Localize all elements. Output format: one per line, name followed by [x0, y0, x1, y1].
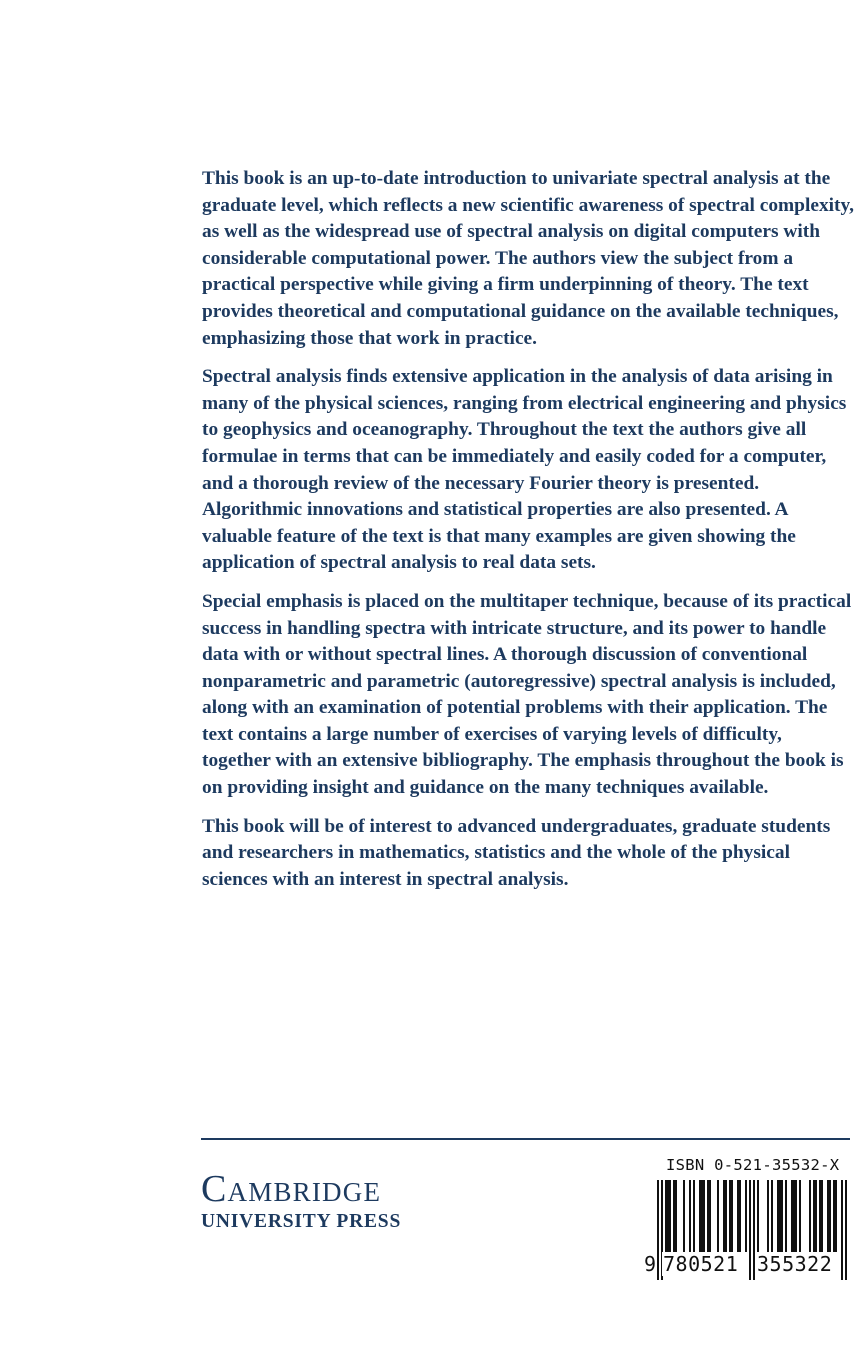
barcode-bar — [757, 1180, 759, 1252]
barcode-bar — [815, 1180, 817, 1252]
barcode-bar — [799, 1180, 801, 1252]
barcode-bar — [717, 1180, 719, 1252]
barcode-bar — [675, 1180, 677, 1252]
divider-rule — [201, 1138, 850, 1140]
back-cover-blurb — [202, 166, 854, 905]
barcode-bar — [813, 1180, 815, 1252]
blurb-paragraph-3: Special emphasis is placed on the multitaper technique, because of its practical success in handling spectra with intricate structure, and its power to handle data with or without spectral lines. A thorough discussion of conventional nonparametric and parametric (autoregressive) spectral analysis is included, along with an examination of potential problems with their application. The text contains a large number of exercises of varying levels of difficulty, together with an extensive bibliography. The emphasis throughout the book is on providing insight and guidance on the many techniques available. — [202, 590, 852, 799]
barcode-bar — [737, 1180, 739, 1252]
blurb-paragraph-4: This book will be of interest to advanced undergraduates, graduate students and researchers in mathematics, statistics and the whole of the physical sciences with an interest in spectral analysis. — [202, 815, 831, 890]
barcode-bar — [709, 1180, 711, 1252]
barcode-bar — [707, 1180, 709, 1252]
barcode-bar — [689, 1180, 691, 1252]
barcode-bar — [723, 1180, 725, 1252]
barcode-bar — [835, 1180, 837, 1252]
isbn-label: ISBN 0-521-35532-X — [666, 1156, 840, 1174]
barcode-bar — [845, 1180, 847, 1280]
barcode-bar — [667, 1180, 669, 1252]
publisher-subtitle: UNIVERSITY PRESS — [201, 1211, 402, 1232]
barcode-bar — [841, 1180, 843, 1280]
barcode-bar — [673, 1180, 675, 1252]
barcode-bar — [781, 1180, 783, 1252]
barcode-bar — [683, 1180, 685, 1252]
barcode-bar — [793, 1180, 795, 1252]
barcode-bar — [693, 1180, 695, 1252]
barcode-bar — [731, 1180, 733, 1252]
barcode-bar — [729, 1180, 731, 1252]
blurb-paragraph-1: This book is an up-to-date introduction to univariate spectral analysis at the graduate level, which reflects a new scientific awareness of spectral complexity, as well as the widespread use of spectral analysis on digital computers with considerable computational power. The authors view the subject from a practical perspective while giving a firm underpinning of theory. The text provides theoretical and computational guidance on the available techniques, emphasizing those that work in practice. — [202, 168, 854, 349]
barcode-bar — [745, 1180, 747, 1252]
blurb-paragraph-2: Spectral analysis finds extensive application in the analysis of data arising in many of the physical sciences, ranging from electrical engineering and physics to geophysics and oceanography. Throughout the text the authors give all formulae in terms that can be immediately and easily coded for a computer, and a thorough review of the necessary Fourier theory is presented. Algorithmic innovations and statistical properties are also presented. A valuable feature of the text is that many examples are given showing the application of spectral analysis to real data sets. — [202, 366, 847, 574]
barcode-bar — [779, 1180, 781, 1252]
barcode-bar — [791, 1180, 793, 1252]
barcode-bar — [739, 1180, 741, 1252]
barcode-bar — [699, 1180, 701, 1252]
publisher-name: Cambridge — [201, 1168, 382, 1210]
barcode-right-digits: 355322 — [757, 1252, 833, 1276]
barcode-bar — [809, 1180, 811, 1252]
barcode-bar — [701, 1180, 703, 1252]
barcode-bar — [833, 1180, 835, 1252]
barcode-bar — [795, 1180, 797, 1252]
barcode-bar — [785, 1180, 787, 1252]
publisher-logo — [201, 1170, 401, 1232]
barcode-bar — [767, 1180, 769, 1252]
barcode-bar — [753, 1180, 755, 1280]
barcode-left-digits: 780521 — [663, 1252, 739, 1276]
barcode-bar — [703, 1180, 705, 1252]
barcode-bar — [771, 1180, 773, 1252]
barcode-bar — [827, 1180, 829, 1252]
barcode-bar — [819, 1180, 821, 1252]
barcode-bar — [821, 1180, 823, 1252]
barcode-bar — [777, 1180, 779, 1252]
barcode-bar — [749, 1180, 751, 1280]
barcode-bar — [669, 1180, 671, 1252]
barcode-bar — [665, 1180, 667, 1252]
barcode-bar — [829, 1180, 831, 1252]
barcode-first-digit: 9 — [644, 1252, 657, 1276]
barcode-bar — [725, 1180, 727, 1252]
barcode-bar — [657, 1180, 659, 1280]
